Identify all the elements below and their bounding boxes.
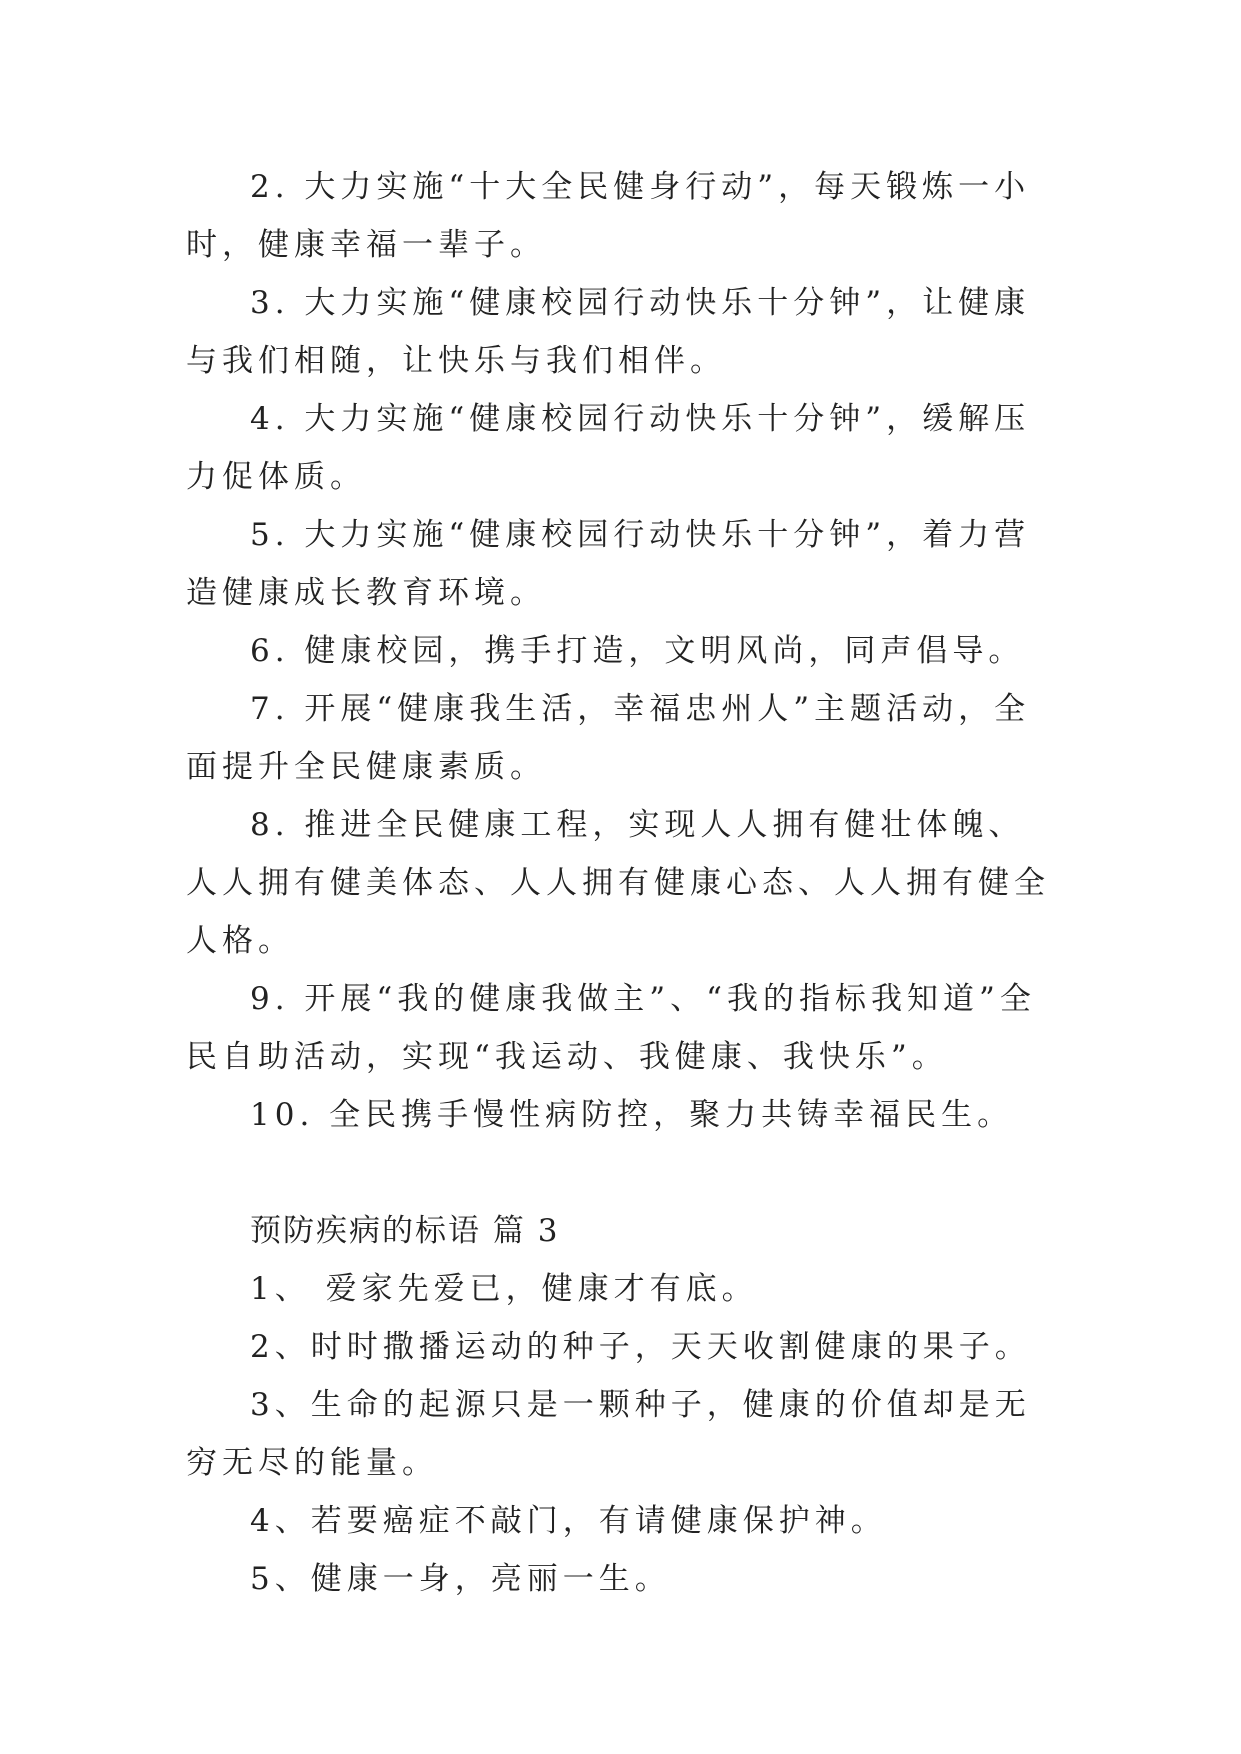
slogan-item: 3、生命的起源只是一颗种子，健康的价值却是无穷无尽的能量。 xyxy=(186,1387,1031,1481)
slogan-item: 4. 大力实施“健康校园行动快乐十分钟”，缓解压力促体质。 xyxy=(186,401,1031,495)
slogan-item: 2、时时撒播运动的种子，天天收割健康的果子。 xyxy=(250,1329,1031,1365)
slogan-item: 2. 大力实施“十大全民健身行动”，每天锻炼一小时，健康幸福一辈子。 xyxy=(186,169,1031,263)
slogan-item: 6. 健康校园，携手打造，文明风尚，同声倡导。 xyxy=(250,633,1025,669)
slogan-item: 7. 开展“健康我生活，幸福忠州人”主题活动，全面提升全民健康素质。 xyxy=(186,691,1031,785)
slogan-item: 5、健康一身，亮丽一生。 xyxy=(250,1561,671,1597)
slogan-item: 1、 爱家先爱已，健康才有底。 xyxy=(250,1271,758,1307)
slogan-item: 4、若要癌症不敲门，有请健康保护神。 xyxy=(250,1503,887,1539)
slogan-item: 10. 全民携手慢性病防控，聚力共铸幸福民生。 xyxy=(250,1097,1014,1133)
slogan-item: 8. 推进全民健康工程，实现人人拥有健壮体魄、人人拥有健美体态、人人拥有健康心态、人人拥有健全人格。 xyxy=(186,807,1050,959)
slogan-item: 3. 大力实施“健康校园行动快乐十分钟”，让健康与我们相随，让快乐与我们相伴。 xyxy=(186,285,1031,379)
slogan-item: 9. 开展“我的健康我做主”、“我的指标我知道”全民自助活动，实现“我运动、我健康、我快乐”。 xyxy=(186,981,1036,1075)
document-body xyxy=(186,158,1056,1608)
section-spacer xyxy=(186,1144,1056,1202)
section-heading: 预防疾病的标语 篇 3 xyxy=(250,1213,560,1249)
slogan-item: 5. 大力实施“健康校园行动快乐十分钟”，着力营造健康成长教育环境。 xyxy=(186,517,1031,611)
